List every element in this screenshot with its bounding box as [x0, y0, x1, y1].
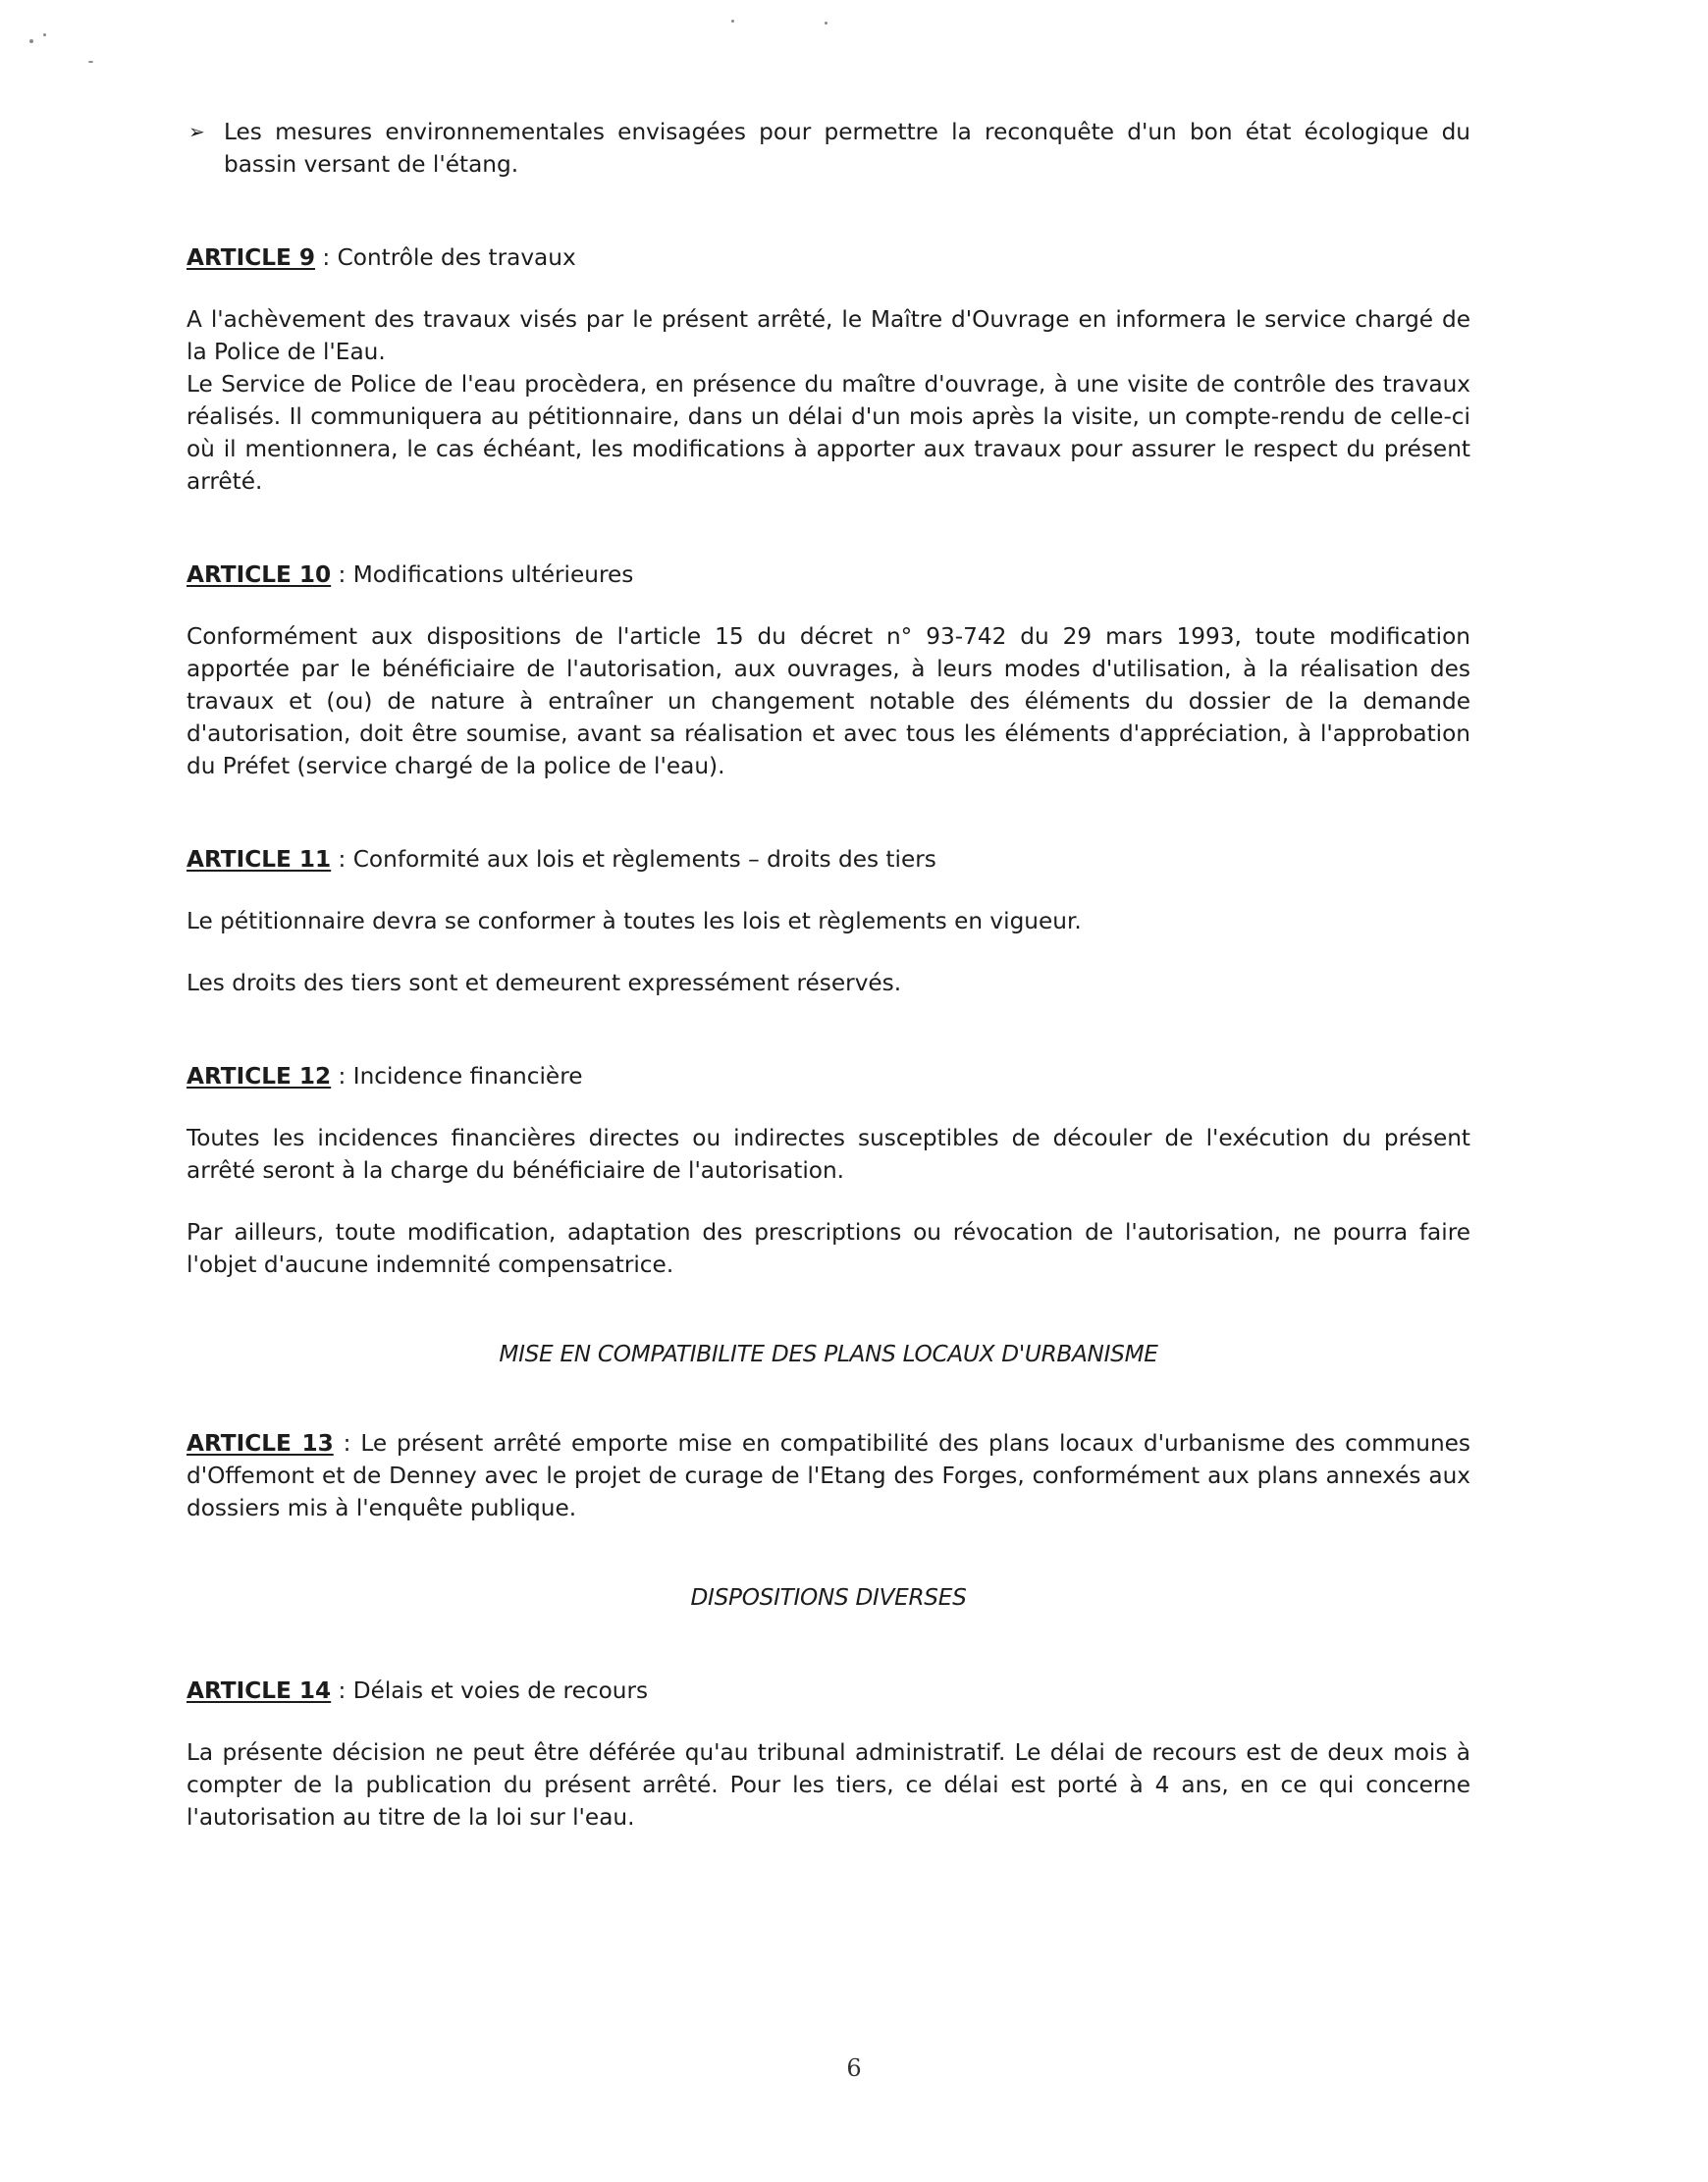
article-12-paragraph-2: Par ailleurs, toute modification, adaptation des prescriptions ou révocation de l'autorisation, ne pourra faire l'objet d'aucune indemnité compensatrice.: [187, 1219, 1470, 1278]
article-14-paragraph-1: La présente décision ne peut être déférée qu'au tribunal administratif. Le délai de recours est de deux mois à compter de la publication du présent arrêté. Pour les tiers, ce délai est porté à 4 ans, en ce qui concerne l'autorisation au titre de la loi sur l'eau.: [187, 1739, 1470, 1831]
article-9-heading: [187, 241, 1470, 274]
article-9-paragraph-1: A l'achèvement des travaux visés par le présent arrêté, le Maître d'Ouvrage en informera le service chargé de la Police de l'Eau.: [187, 306, 1470, 365]
article-14-title: : Délais et voies de recours: [331, 1677, 649, 1704]
article-12-label: ARTICLE 12: [187, 1063, 332, 1090]
section-title-plu: MISE EN COMPATIBILITE DES PLANS LOCAUX D'URBANISME: [499, 1341, 1158, 1367]
article-9-paragraph-2: Le Service de Police de l'eau procèdera, en présence du maître d'ouvrage, à une visite de contrôle des travaux réalisés. Il communiquera au pétitionnaire, dans un délai d'un mois après la visite, un compte-rendu de celle-ci où il mentionnera, le cas échéant, les modifications à apporter aux travaux pour assurer le respect du présent arrêté.: [187, 371, 1470, 495]
page-number: 6: [846, 2054, 862, 2082]
scan-speck: [88, 61, 93, 63]
article-9-label: ARTICLE 9: [187, 244, 316, 271]
article-12-paragraph-1: Toutes les incidences financières directes ou indirectes susceptibles de découler de l'exécution du présent arrêté seront à la charge du bénéficiaire de l'autorisation.: [187, 1125, 1470, 1184]
article-11-paragraph-1: Le pétitionnaire devra se conformer à toutes les lois et règlements en vigueur.: [187, 908, 1082, 934]
article-12-title: : Incidence financière: [331, 1063, 583, 1090]
article-11-heading: [187, 843, 1470, 876]
article-10-heading: [187, 559, 1470, 591]
article-14-label: ARTICLE 14: [187, 1677, 332, 1704]
article-11-label: ARTICLE 11: [187, 846, 332, 873]
article-13-text: : Le présent arrêté emporte mise en compatibilité des plans locaux d'urbanisme des communes d'Offemont et de Denney avec le projet de curage de l'Etang des Forges, conformément aux plans annexés aux dossiers mis à l'enquête publique.: [187, 1430, 1470, 1521]
scan-speck: [43, 33, 46, 36]
article-10-title: : Modifications ultérieures: [331, 561, 634, 588]
bullet-text: Les mesures environnementales envisagées pour permettre la reconquête d'un bon état écologique du bassin versant de l'étang.: [224, 119, 1470, 178]
article-14-heading: [187, 1675, 1470, 1707]
bullet-item: [187, 116, 1470, 181]
scan-speck: [731, 20, 734, 23]
article-12-heading: [187, 1060, 1470, 1092]
scan-speck: [29, 39, 33, 43]
article-13-paragraph: [187, 1427, 1470, 1524]
article-10-label: ARTICLE 10: [187, 561, 332, 588]
arrow-bullet-icon: ➢: [188, 120, 205, 143]
article-10-paragraph-1: Conformément aux dispositions de l'article 15 du décret n° 93-742 du 29 mars 1993, toute modification apportée par le bénéficiaire de l'autorisation, aux ouvrages, à leurs modes d'utilisation, à la réalisation des travaux et (ou) de nature à entraîner un changement notable des éléments du dossier de la demande d'autorisation, doit être soumise, avant sa réalisation et avec tous les éléments d'appréciation, à l'approbation du Préfet (service chargé de la police de l'eau).: [187, 623, 1470, 779]
article-9-title: : Contrôle des travaux: [315, 244, 576, 271]
scan-speck: [825, 22, 827, 25]
document-body: [187, 116, 1470, 1834]
article-11-paragraph-2: Les droits des tiers sont et demeurent expressément réservés.: [187, 970, 902, 996]
article-11-title: : Conformité aux lois et règlements – droits des tiers: [331, 846, 936, 873]
article-13-label: ARTICLE 13: [187, 1430, 334, 1457]
section-title-dispositions: DISPOSITIONS DIVERSES: [690, 1584, 967, 1611]
